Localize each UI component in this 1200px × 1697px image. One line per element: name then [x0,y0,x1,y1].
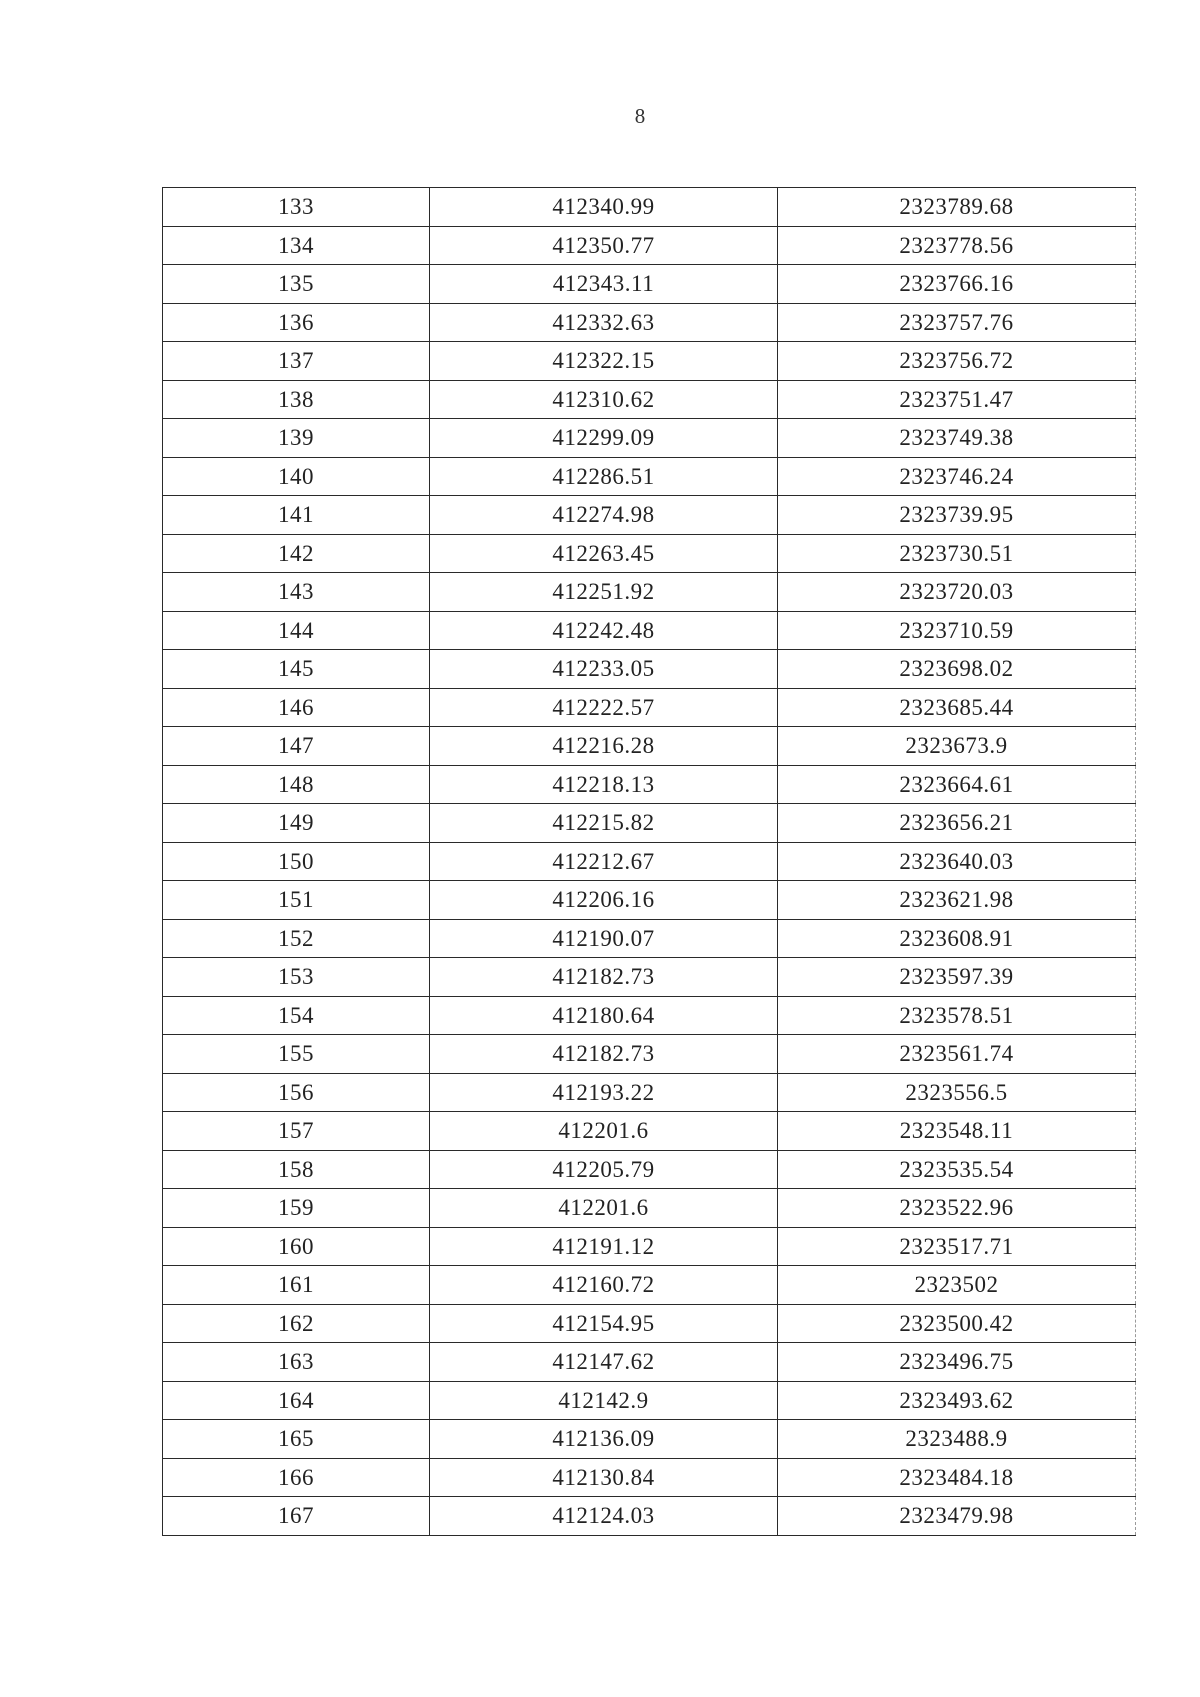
y-coordinate-cell: 2323502 [778,1266,1136,1305]
x-coordinate-cell: 412124.03 [430,1497,778,1536]
point-number-cell: 139 [163,419,430,458]
x-coordinate-cell: 412251.92 [430,573,778,612]
table-row [163,380,1136,419]
x-coordinate-cell: 412180.64 [430,996,778,1035]
y-coordinate-cell: 2323710.59 [778,611,1136,650]
table-row [163,765,1136,804]
x-coordinate-cell: 412322.15 [430,342,778,381]
y-coordinate-cell: 2323778.56 [778,226,1136,265]
point-number-cell: 163 [163,1343,430,1382]
point-number-cell: 140 [163,457,430,496]
point-number-cell: 141 [163,496,430,535]
table-row [163,1381,1136,1420]
y-coordinate-cell: 2323757.76 [778,303,1136,342]
y-coordinate-cell: 2323789.68 [778,188,1136,227]
y-coordinate-cell: 2323488.9 [778,1420,1136,1459]
point-number-cell: 135 [163,265,430,304]
table-row [163,457,1136,496]
point-number-cell: 149 [163,804,430,843]
y-coordinate-cell: 2323493.62 [778,1381,1136,1420]
table-row [163,419,1136,458]
x-coordinate-cell: 412147.62 [430,1343,778,1382]
x-coordinate-cell: 412242.48 [430,611,778,650]
x-coordinate-cell: 412182.73 [430,1035,778,1074]
x-coordinate-cell: 412130.84 [430,1458,778,1497]
x-coordinate-cell: 412182.73 [430,958,778,997]
y-coordinate-cell: 2323484.18 [778,1458,1136,1497]
table-row [163,842,1136,881]
point-number-cell: 134 [163,226,430,265]
y-coordinate-cell: 2323746.24 [778,457,1136,496]
table-row [163,1458,1136,1497]
y-coordinate-cell: 2323656.21 [778,804,1136,843]
x-coordinate-cell: 412193.22 [430,1073,778,1112]
table-row [163,188,1136,227]
y-coordinate-cell: 2323561.74 [778,1035,1136,1074]
table-row [163,1035,1136,1074]
point-number-cell: 158 [163,1150,430,1189]
table-row [163,1497,1136,1536]
y-coordinate-cell: 2323756.72 [778,342,1136,381]
point-number-cell: 144 [163,611,430,650]
y-coordinate-cell: 2323664.61 [778,765,1136,804]
table-row [163,534,1136,573]
table-row [163,611,1136,650]
point-number-cell: 151 [163,881,430,920]
point-number-cell: 161 [163,1266,430,1305]
point-number-cell: 159 [163,1189,430,1228]
y-coordinate-cell: 2323535.54 [778,1150,1136,1189]
point-number-cell: 155 [163,1035,430,1074]
table-row [163,688,1136,727]
y-coordinate-cell: 2323766.16 [778,265,1136,304]
table-row [163,265,1136,304]
y-coordinate-cell: 2323500.42 [778,1304,1136,1343]
table-row [163,573,1136,612]
point-number-cell: 167 [163,1497,430,1536]
x-coordinate-cell: 412350.77 [430,226,778,265]
table-row [163,1227,1136,1266]
x-coordinate-cell: 412216.28 [430,727,778,766]
point-number-cell: 137 [163,342,430,381]
y-coordinate-cell: 2323548.11 [778,1112,1136,1151]
x-coordinate-cell: 412286.51 [430,457,778,496]
y-coordinate-cell: 2323673.9 [778,727,1136,766]
x-coordinate-cell: 412206.16 [430,881,778,920]
y-coordinate-cell: 2323751.47 [778,380,1136,419]
point-number-cell: 133 [163,188,430,227]
table-row [163,996,1136,1035]
table-row [163,342,1136,381]
point-number-cell: 154 [163,996,430,1035]
x-coordinate-cell: 412190.07 [430,919,778,958]
x-coordinate-cell: 412310.62 [430,380,778,419]
x-coordinate-cell: 412299.09 [430,419,778,458]
x-coordinate-cell: 412191.12 [430,1227,778,1266]
point-number-cell: 164 [163,1381,430,1420]
table-row [163,1150,1136,1189]
table-row [163,650,1136,689]
point-number-cell: 148 [163,765,430,804]
table-row [163,958,1136,997]
x-coordinate-cell: 412160.72 [430,1266,778,1305]
x-coordinate-cell: 412201.6 [430,1112,778,1151]
table-row [163,1266,1136,1305]
point-number-cell: 142 [163,534,430,573]
point-number-cell: 165 [163,1420,430,1459]
page-number: 8 [634,104,646,128]
x-coordinate-cell: 412343.11 [430,265,778,304]
x-coordinate-cell: 412222.57 [430,688,778,727]
y-coordinate-cell: 2323578.51 [778,996,1136,1035]
table-row [163,496,1136,535]
point-number-cell: 153 [163,958,430,997]
point-number-cell: 145 [163,650,430,689]
x-coordinate-cell: 412154.95 [430,1304,778,1343]
x-coordinate-cell: 412201.6 [430,1189,778,1228]
y-coordinate-cell: 2323685.44 [778,688,1136,727]
y-coordinate-cell: 2323556.5 [778,1073,1136,1112]
x-coordinate-cell: 412332.63 [430,303,778,342]
x-coordinate-cell: 412136.09 [430,1420,778,1459]
y-coordinate-cell: 2323517.71 [778,1227,1136,1266]
x-coordinate-cell: 412215.82 [430,804,778,843]
table-row [163,1420,1136,1459]
point-number-cell: 147 [163,727,430,766]
y-coordinate-cell: 2323698.02 [778,650,1136,689]
x-coordinate-cell: 412274.98 [430,496,778,535]
table-row [163,1073,1136,1112]
x-coordinate-cell: 412263.45 [430,534,778,573]
point-number-cell: 157 [163,1112,430,1151]
y-coordinate-cell: 2323479.98 [778,1497,1136,1536]
coordinate-table-body [163,188,1136,1536]
coordinate-table [162,187,1136,1536]
y-coordinate-cell: 2323496.75 [778,1343,1136,1382]
x-coordinate-cell: 412142.9 [430,1381,778,1420]
table-row [163,727,1136,766]
point-number-cell: 162 [163,1304,430,1343]
table-row [163,226,1136,265]
point-number-cell: 156 [163,1073,430,1112]
x-coordinate-cell: 412212.67 [430,842,778,881]
point-number-cell: 160 [163,1227,430,1266]
x-coordinate-cell: 412233.05 [430,650,778,689]
y-coordinate-cell: 2323621.98 [778,881,1136,920]
point-number-cell: 166 [163,1458,430,1497]
x-coordinate-cell: 412205.79 [430,1150,778,1189]
point-number-cell: 136 [163,303,430,342]
x-coordinate-cell: 412340.99 [430,188,778,227]
x-coordinate-cell: 412218.13 [430,765,778,804]
table-row [163,881,1136,920]
y-coordinate-cell: 2323720.03 [778,573,1136,612]
y-coordinate-cell: 2323522.96 [778,1189,1136,1228]
table-row [163,1343,1136,1382]
point-number-cell: 152 [163,919,430,958]
point-number-cell: 150 [163,842,430,881]
y-coordinate-cell: 2323749.38 [778,419,1136,458]
table-row [163,919,1136,958]
y-coordinate-cell: 2323597.39 [778,958,1136,997]
y-coordinate-cell: 2323640.03 [778,842,1136,881]
point-number-cell: 143 [163,573,430,612]
table-row [163,303,1136,342]
y-coordinate-cell: 2323739.95 [778,496,1136,535]
table-row [163,804,1136,843]
table-row [163,1112,1136,1151]
point-number-cell: 138 [163,380,430,419]
table-row [163,1304,1136,1343]
table-row [163,1189,1136,1228]
y-coordinate-cell: 2323730.51 [778,534,1136,573]
y-coordinate-cell: 2323608.91 [778,919,1136,958]
point-number-cell: 146 [163,688,430,727]
